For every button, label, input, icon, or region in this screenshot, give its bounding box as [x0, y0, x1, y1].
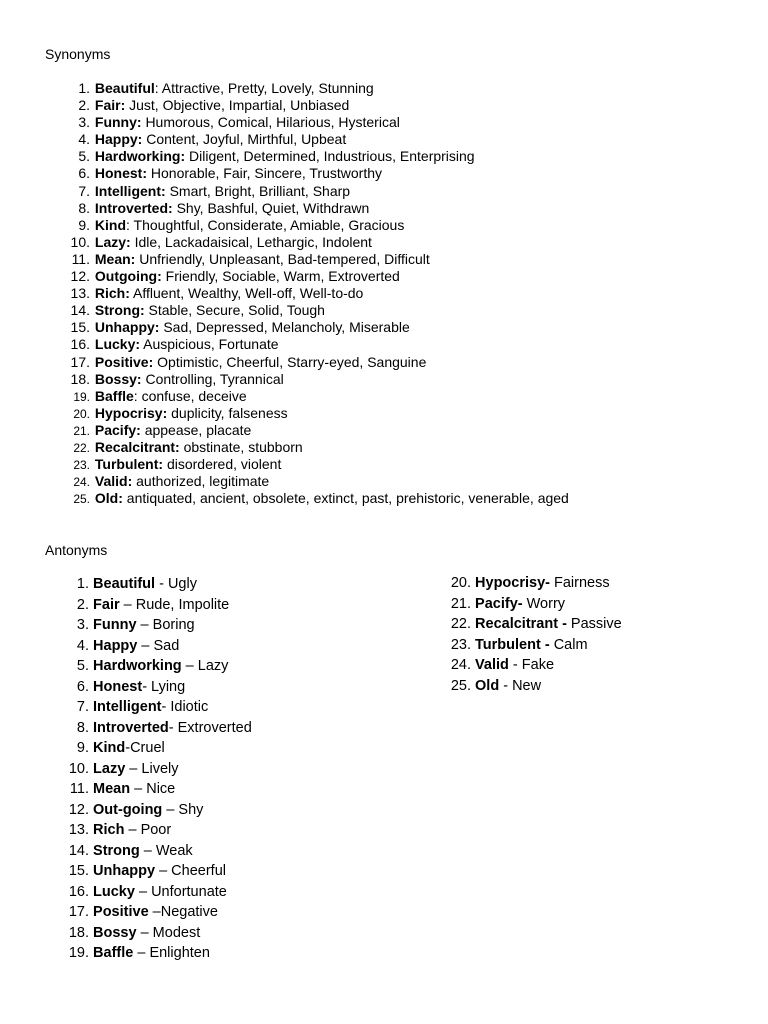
synonym-item: [45, 490, 745, 507]
antonym-term: Bossy: [93, 924, 137, 941]
item-number: 25.: [73, 492, 90, 507]
synonym-definitions: Shy, Bashful, Quiet, Withdrawn: [176, 199, 370, 216]
antonym-term: Intelligent: [93, 699, 162, 715]
item-number: 12.: [70, 268, 90, 285]
synonym-term: Intelligent:: [94, 182, 166, 199]
synonym-definitions: duplicity, falseness: [171, 404, 288, 421]
item-number: 14.: [70, 302, 90, 319]
item-number: 5.: [76, 658, 89, 674]
antonym-term: Rich: [93, 822, 125, 838]
antonym-item: [45, 636, 405, 657]
synonym-definitions: Honorable, Fair, Sincere, Trustworthy: [150, 165, 383, 182]
synonym-term: Happy:: [94, 131, 143, 148]
antonym-term: Baffle: [93, 945, 134, 961]
antonym-opposite: – Enlighten: [133, 945, 210, 961]
item-number: 7.: [78, 182, 90, 199]
antonym-opposite: – Lazy: [181, 658, 229, 674]
synonym-definitions: Controlling, Tyrannical: [145, 370, 284, 387]
item-number: 25.: [450, 677, 471, 694]
synonym-definitions: Friendly, Sociable, Warm, Extroverted: [165, 268, 400, 285]
synonym-item: [45, 268, 745, 285]
antonym-opposite: – Shy: [162, 801, 204, 818]
antonym-term: Strong: [93, 842, 140, 859]
antonym-item: [45, 902, 405, 923]
antonym-item: [45, 615, 405, 636]
item-number: 9.: [76, 740, 89, 756]
synonym-item: [45, 165, 745, 182]
item-number: 4.: [78, 131, 90, 148]
synonym-definitions: Thoughtful, Considerate, Amiable, Gracious: [133, 216, 405, 233]
synonym-definitions: antiquated, ancient, obsolete, extinct, past, prehistoric, venerable, aged: [126, 490, 569, 507]
item-number: 13.: [68, 822, 89, 838]
item-number: 16.: [70, 336, 90, 353]
antonym-item: [430, 594, 750, 615]
item-number: 10.: [70, 233, 90, 250]
synonym-item: [45, 80, 745, 97]
antonym-opposite: – Sad: [137, 637, 180, 654]
synonym-item: [45, 251, 745, 268]
antonym-item: [45, 861, 405, 882]
antonym-term: Valid: [475, 657, 509, 673]
item-number: 18.: [68, 924, 89, 941]
synonym-term: Bossy:: [94, 370, 142, 387]
item-number: 21.: [450, 595, 471, 612]
synonym-term: Beautiful: [94, 80, 155, 96]
synonym-term: Mean:: [94, 250, 136, 267]
item-number: 5.: [78, 148, 90, 165]
synonym-term: Honest:: [94, 165, 148, 182]
antonym-item: [430, 614, 750, 635]
antonym-item: [45, 820, 405, 841]
antonym-term: Recalcitrant -: [475, 616, 567, 632]
synonym-item: [45, 183, 745, 200]
item-number: 15.: [70, 319, 90, 336]
item-number: 4.: [76, 637, 89, 654]
item-number: 2.: [78, 97, 90, 114]
synonym-item: [45, 217, 745, 234]
item-number: 12.: [68, 801, 89, 818]
antonym-opposite: Worry: [522, 595, 566, 612]
item-number: 22.: [73, 440, 90, 455]
synonym-definitions: obstinate, stubborn: [183, 438, 303, 455]
item-number: 10.: [68, 760, 89, 777]
item-number: 15.: [68, 863, 89, 879]
item-number: 11.: [71, 250, 90, 267]
antonym-item: [430, 635, 750, 656]
separator: :: [154, 80, 162, 96]
antonym-item: [45, 718, 405, 739]
synonym-item: [45, 302, 745, 319]
item-number: 24.: [73, 475, 90, 490]
antonym-item: [45, 738, 405, 759]
item-number: 20.: [73, 406, 90, 421]
item-number: 23.: [450, 636, 471, 653]
antonym-opposite: - Idiotic: [161, 699, 209, 715]
synonym-item: [45, 200, 745, 217]
antonym-term: Out-going: [93, 801, 163, 818]
antonym-item: [45, 759, 405, 780]
synonym-definitions: Diligent, Determined, Industrious, Enterprising: [189, 148, 475, 165]
antonym-term: Unhappy: [93, 863, 156, 879]
synonym-term: Strong:: [94, 302, 145, 319]
synonym-term: Positive:: [94, 353, 154, 370]
antonym-opposite: - New: [499, 677, 542, 694]
antonym-term: Old: [475, 677, 500, 694]
item-number: 18.: [70, 370, 90, 387]
antonym-opposite: –Negative: [148, 904, 218, 920]
synonym-item: [45, 97, 745, 114]
synonym-term: Rich:: [94, 285, 130, 302]
antonym-opposite: – Cheerful: [155, 863, 226, 879]
antonym-item: [45, 779, 405, 800]
antonym-opposite: -Cruel: [125, 740, 165, 756]
synonym-item: [45, 131, 745, 148]
antonyms-list-right: [430, 573, 750, 696]
item-number: 8.: [76, 719, 89, 736]
synonym-definitions: Attractive, Pretty, Lovely, Stunning: [161, 80, 374, 96]
synonym-item: [45, 405, 745, 422]
synonym-term: Unhappy:: [94, 319, 160, 336]
separator: :: [133, 387, 142, 404]
synonym-definitions: Optimistic, Cheerful, Starry-eyed, Sanguine: [157, 353, 427, 370]
synonym-term: Baffle: [94, 387, 134, 404]
synonym-definitions: appease, placate: [144, 421, 252, 438]
synonym-definitions: Smart, Bright, Brilliant, Sharp: [169, 182, 351, 199]
item-number: 20.: [450, 575, 471, 591]
antonym-opposite: – Poor: [124, 822, 172, 838]
synonym-definitions: Unfriendly, Unpleasant, Bad-tempered, Difficult: [139, 250, 430, 267]
antonym-term: Fair: [93, 596, 120, 613]
antonym-item: [45, 943, 405, 964]
synonym-item: [45, 319, 745, 336]
synonym-term: Introverted:: [94, 199, 173, 216]
antonym-opposite: Calm: [549, 636, 588, 653]
synonym-term: Turbulent:: [94, 456, 164, 473]
antonym-item: [45, 697, 405, 718]
synonym-definitions: Just, Objective, Impartial, Unbiased: [129, 97, 350, 114]
antonym-item: [45, 595, 405, 616]
antonym-opposite: – Lively: [125, 760, 179, 777]
antonym-item: [430, 573, 750, 594]
separator: :: [126, 216, 134, 233]
antonym-item: [430, 676, 750, 697]
antonym-opposite: - Lying: [142, 678, 186, 695]
item-number: 23.: [73, 458, 90, 473]
item-number: 1.: [76, 576, 89, 592]
synonym-definitions: Idle, Lackadaisical, Lethargic, Indolent: [134, 233, 372, 250]
antonym-term: Honest: [93, 678, 143, 695]
synonym-item: [45, 371, 745, 388]
synonym-term: Hardworking:: [94, 148, 186, 165]
item-number: 9.: [78, 216, 90, 233]
antonym-term: Introverted: [93, 719, 169, 736]
item-number: 13.: [70, 285, 90, 302]
antonym-item: [45, 841, 405, 862]
antonym-term: Happy: [93, 637, 138, 654]
item-number: 1.: [78, 80, 90, 96]
synonym-definitions: authorized, legitimate: [136, 473, 270, 490]
synonym-definitions: Sad, Depressed, Melancholy, Miserable: [163, 319, 410, 336]
synonym-term: Hypocrisy:: [94, 404, 168, 421]
antonym-opposite: – Unfortunate: [134, 883, 227, 900]
synonym-term: Pacify:: [94, 421, 141, 438]
antonym-item: [45, 677, 405, 698]
antonym-opposite: Passive: [566, 616, 622, 632]
synonym-item: [45, 148, 745, 165]
synonym-item: [45, 439, 745, 456]
antonym-term: Beautiful: [93, 576, 156, 592]
item-number: 11.: [69, 781, 89, 797]
item-number: 22.: [450, 616, 471, 632]
antonym-term: Pacify-: [475, 595, 523, 612]
antonym-opposite: – Boring: [136, 617, 195, 633]
item-number: 14.: [68, 842, 89, 859]
synonym-item: [45, 234, 745, 251]
antonym-opposite: – Weak: [139, 842, 193, 859]
antonym-term: Kind: [93, 740, 126, 756]
synonym-item: [45, 473, 745, 490]
synonym-item: [45, 456, 745, 473]
antonym-term: Turbulent -: [475, 636, 550, 653]
antonym-opposite: – Modest: [136, 924, 201, 941]
synonym-definitions: Humorous, Comical, Hilarious, Hysterical: [145, 114, 400, 131]
synonym-definitions: Stable, Secure, Solid, Tough: [148, 302, 325, 319]
synonym-definitions: Affluent, Wealthy, Well-off, Well-to-do: [133, 285, 364, 302]
item-number: 8.: [78, 199, 90, 216]
antonym-opposite: - Extroverted: [168, 719, 252, 736]
antonym-item: [45, 882, 405, 903]
antonym-opposite: - Ugly: [155, 576, 197, 592]
synonym-item: [45, 388, 745, 405]
item-number: 6.: [76, 678, 89, 695]
antonym-item: [45, 574, 405, 595]
item-number: 17.: [68, 904, 89, 920]
item-number: 24.: [450, 657, 471, 673]
synonym-item: [45, 114, 745, 131]
item-number: 21.: [73, 423, 90, 438]
synonym-definitions: Content, Joyful, Mirthful, Upbeat: [146, 131, 347, 148]
item-number: 17.: [70, 353, 90, 370]
antonym-term: Hardworking: [93, 658, 182, 674]
synonym-definitions: Auspicious, Fortunate: [143, 336, 279, 353]
antonym-opposite: - Fake: [508, 657, 555, 673]
antonym-term: Lucky: [93, 883, 135, 900]
antonym-item: [45, 923, 405, 944]
item-number: 2.: [76, 596, 89, 613]
item-number: 19.: [73, 389, 90, 404]
synonym-definitions: confuse, deceive: [141, 387, 247, 404]
synonym-term: Outgoing:: [94, 268, 162, 285]
antonym-item: [45, 656, 405, 677]
item-number: 7.: [76, 699, 89, 715]
antonym-term: Lazy: [93, 760, 126, 777]
antonym-opposite: Fairness: [549, 575, 610, 591]
antonym-opposite: – Nice: [130, 781, 176, 797]
antonyms-heading: Antonyms: [45, 542, 108, 558]
antonym-term: Mean: [93, 781, 131, 797]
item-number: 6.: [78, 165, 90, 182]
item-number: 3.: [78, 114, 90, 131]
synonym-term: Funny:: [94, 114, 142, 131]
synonym-item: [45, 354, 745, 371]
synonym-term: Lucky:: [94, 336, 141, 353]
antonym-term: Hypocrisy-: [475, 575, 550, 591]
synonyms-heading: Synonyms: [45, 46, 111, 62]
item-number: 3.: [76, 617, 89, 633]
antonym-term: Funny: [93, 617, 137, 633]
synonym-item: [45, 285, 745, 302]
synonym-term: Recalcitrant:: [94, 438, 180, 455]
item-number: 16.: [68, 883, 89, 900]
synonym-item: [45, 336, 745, 353]
synonym-term: Lazy:: [94, 233, 131, 250]
synonym-item: [45, 422, 745, 439]
synonyms-list: [45, 80, 745, 507]
antonym-item: [430, 655, 750, 676]
antonym-opposite: – Rude, Impolite: [119, 596, 230, 613]
item-number: 19.: [68, 945, 89, 961]
antonyms-list-left: [45, 574, 405, 964]
synonym-definitions: disordered, violent: [166, 456, 282, 473]
antonym-item: [45, 800, 405, 821]
synonym-term: Kind: [94, 216, 126, 233]
synonym-term: Valid:: [94, 473, 133, 490]
synonym-term: Old:: [94, 490, 123, 507]
antonym-term: Positive: [93, 904, 149, 920]
synonym-term: Fair:: [94, 97, 126, 114]
